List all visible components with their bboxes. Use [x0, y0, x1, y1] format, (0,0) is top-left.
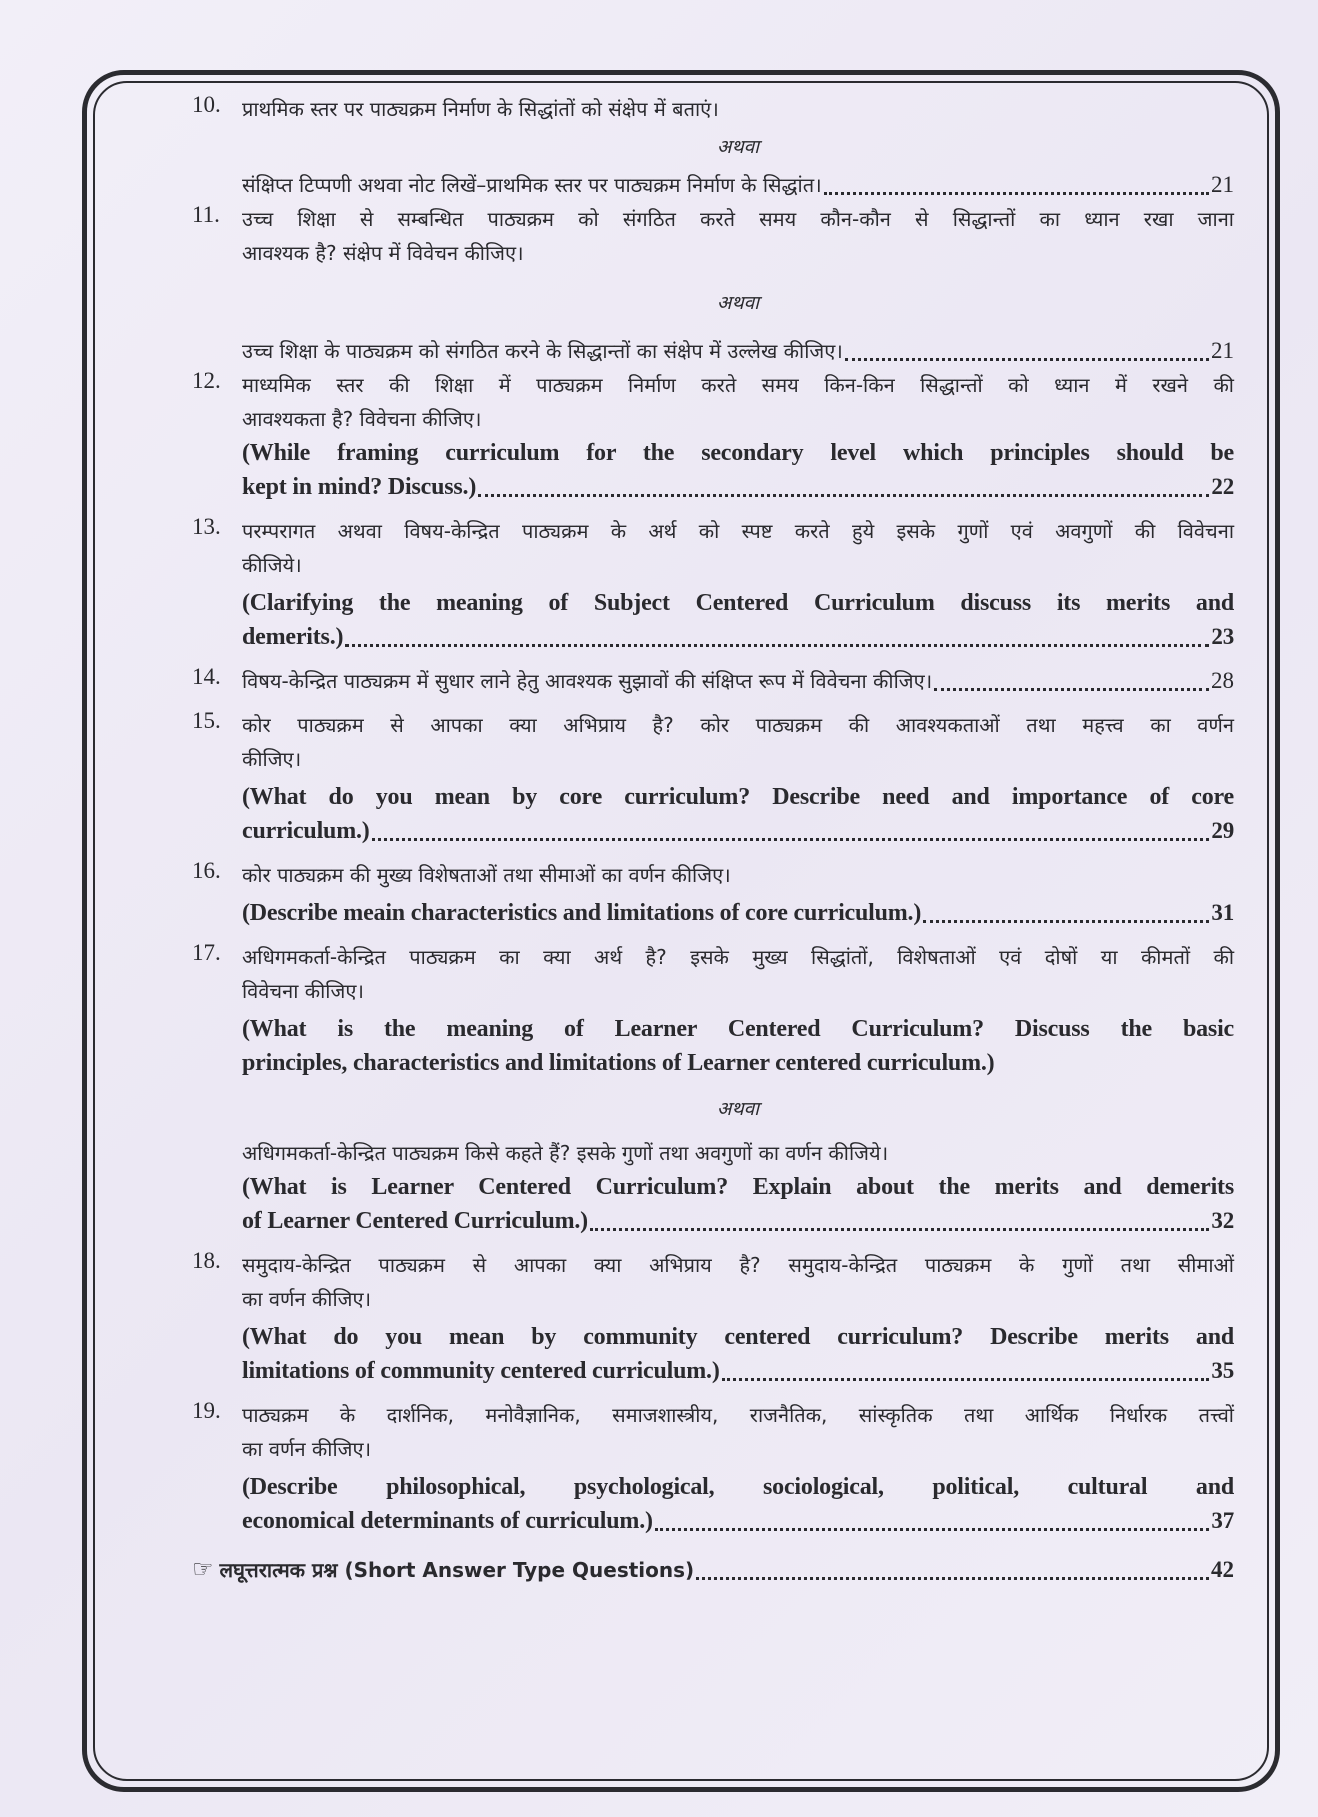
- table-of-contents: [192, 92, 1234, 1587]
- toc-question-12: [192, 368, 1234, 504]
- question-number: 14.: [192, 664, 221, 689]
- alternative-label: अथवा: [716, 136, 760, 158]
- question-number: 19.: [192, 1398, 221, 1423]
- page-number[interactable]: 21: [1211, 172, 1234, 197]
- page-number[interactable]: 21: [1211, 338, 1234, 363]
- toc-entry-line: [242, 620, 1234, 654]
- question-hindi-line: कोर पाठ्यक्रम की मुख्य विशेषताओं तथा सीमाओं का वर्णन कीजिए।: [242, 863, 731, 887]
- question-hindi-line: कीजिये।: [242, 553, 302, 577]
- question-hindi-line: परम्परागत अथवा विषय-केन्द्रित पाठ्यक्रम के अर्थ को स्पष्ट करते हुये इसके गुणों एवं अवगुणों की विवेचना: [242, 519, 1234, 543]
- question-english-line: (Describe meain characteristics and limitations of core curriculum.): [242, 900, 922, 926]
- alt-question-english-line: of Learner Centered Curriculum.): [242, 1208, 588, 1234]
- question-english-line: (What do you mean by core curriculum? Describe need and importance of core: [242, 784, 1234, 810]
- toc-question-16: [192, 858, 1234, 930]
- question-english-line: (Clarifying the meaning of Subject Centered Curriculum discuss its merits and: [242, 590, 1234, 616]
- page-number[interactable]: 22: [1211, 474, 1234, 499]
- question-hindi-line: अधिगमकर्ता-केन्द्रित पाठ्यक्रम का क्या अर्थ है? इसके मुख्य सिद्धांतों, विशेषताओं एवं दोषों या कीमतों की: [242, 945, 1234, 969]
- question-number: 15.: [192, 708, 221, 733]
- page-number[interactable]: 42: [1211, 1557, 1234, 1582]
- toc-entry-line: [242, 814, 1234, 848]
- question-english-line: limitations of community centered curriculum.): [242, 1358, 720, 1384]
- question-english-line: economical determinants of curriculum.): [242, 1508, 653, 1534]
- question-hindi-line: पाठ्यक्रम के दार्शनिक, मनोवैज्ञानिक, समाजशास्त्रीय, राजनैतिक, सांस्कृतिक तथा आर्थिक निर्धारक तत्त्वों: [242, 1403, 1234, 1427]
- question-hindi-line: विषय-केन्द्रित पाठ्यक्रम में सुधार लाने हेतु आवश्यक सुझावों की संक्षिप्त रूप में विवेचना कीजिए।: [242, 669, 933, 693]
- dot-leader: [372, 838, 1210, 841]
- page-number[interactable]: 32: [1211, 1208, 1234, 1233]
- alt-question-english-line: (What is Learner Centered Curriculum? Explain about the merits and demerits: [242, 1174, 1234, 1200]
- short-answer-label: लघूत्तरात्मक प्रश्न (Short Answer Type Questions): [219, 1558, 695, 1582]
- toc-entry-line: [242, 168, 1234, 202]
- toc-question-18: [192, 1248, 1234, 1388]
- toc-entry-line: [242, 470, 1234, 504]
- question-english-line: (What do you mean by community centered curriculum? Describe merits and: [242, 1324, 1234, 1350]
- question-hindi-line: उच्च शिक्षा से सम्बन्धित पाठ्यक्रम को संगठित करते समय कौन-कौन से सिद्धान्तों का ध्यान रखा जाना: [242, 207, 1234, 231]
- toc-question-17: [192, 940, 1234, 1238]
- question-number: 12.: [192, 368, 221, 393]
- dot-leader: [345, 644, 1209, 647]
- dot-leader: [824, 192, 1209, 195]
- page-number[interactable]: 28: [1211, 668, 1234, 693]
- toc-question-15: [192, 708, 1234, 848]
- dot-leader: [722, 1378, 1210, 1381]
- question-english-line: (What is the meaning of Learner Centered Curriculum? Discuss the basic: [242, 1016, 1234, 1042]
- dot-leader: [696, 1577, 1209, 1580]
- page-number[interactable]: 31: [1211, 900, 1234, 925]
- question-hindi-line: माध्यमिक स्तर की शिक्षा में पाठ्यक्रम निर्माण करते समय किन-किन सिद्धान्तों को ध्यान में रखने की: [242, 373, 1234, 397]
- alt-question-hindi-line: संक्षिप्त टिप्पणी अथवा नोट लिखें–प्राथमिक स्तर पर पाठ्यक्रम निर्माण के सिद्धांत।: [242, 173, 822, 197]
- toc-entry-line: [242, 1204, 1234, 1238]
- question-hindi-line: प्राथमिक स्तर पर पाठ्यक्रम निर्माण के सिद्धांतों को संक्षेप में बताएं।: [242, 97, 719, 121]
- page-number[interactable]: 23: [1211, 624, 1234, 649]
- question-number: 11.: [192, 202, 220, 227]
- dot-leader: [590, 1228, 1209, 1231]
- question-english-line: kept in mind? Discuss.): [242, 474, 477, 500]
- dot-leader: [478, 494, 1209, 497]
- dot-leader: [934, 688, 1209, 691]
- toc-short-answer-section: [192, 1552, 1234, 1587]
- toc-question-10: [192, 92, 1234, 202]
- toc-entry-line: [242, 334, 1234, 368]
- question-english-line: (Describe philosophical, psychological, sociological, political, cultural and: [242, 1474, 1234, 1500]
- question-hindi-line: कोर पाठ्यक्रम से आपका क्या अभिप्राय है? कोर पाठ्यक्रम की आवश्यकताओं तथा महत्त्व का वर्णन: [242, 713, 1234, 737]
- page-number[interactable]: 35: [1211, 1358, 1234, 1383]
- question-hindi-line: का वर्णन कीजिए।: [242, 1437, 372, 1461]
- question-number: 18.: [192, 1248, 221, 1273]
- question-hindi-line: समुदाय-केन्द्रित पाठ्यक्रम से आपका क्या अभिप्राय है? समुदाय-केन्द्रित पाठ्यक्रम के गुणों तथा सीमाओं: [242, 1253, 1234, 1277]
- alt-question-hindi-line: उच्च शिक्षा के पाठ्यक्रम को संगठित करने के सिद्धान्तों का संक्षेप में उल्लेख कीजिए।: [242, 339, 843, 363]
- question-english-line: demerits.): [242, 624, 344, 650]
- page-number[interactable]: 37: [1211, 1508, 1234, 1533]
- question-hindi-line: आवश्यकता है? विवेचना कीजिए।: [242, 407, 482, 431]
- question-hindi-line: आवश्यक है? संक्षेप में विवेचन कीजिए।: [242, 241, 524, 265]
- question-number: 16.: [192, 858, 221, 883]
- alternative-label: अथवा: [716, 292, 760, 314]
- question-number: 10.: [192, 92, 221, 117]
- question-english-line: principles, characteristics and limitations of Learner centered curriculum.): [242, 1050, 995, 1076]
- alternative-label: अथवा: [716, 1098, 760, 1120]
- question-number: 17.: [192, 940, 221, 965]
- question-hindi-line: का वर्णन कीजिए।: [242, 1287, 372, 1311]
- toc-entry-line: [242, 896, 1234, 930]
- toc-entry-line: [242, 664, 1234, 698]
- toc-entry-line: [242, 1504, 1234, 1538]
- question-hindi-line: कीजिए।: [242, 747, 302, 771]
- dot-leader: [655, 1528, 1210, 1531]
- page-number[interactable]: 29: [1211, 818, 1234, 843]
- question-number: 13.: [192, 514, 221, 539]
- toc-question-13: [192, 514, 1234, 654]
- dot-leader: [923, 920, 1209, 923]
- toc-question-11: [192, 202, 1234, 368]
- toc-question-14: [192, 664, 1234, 698]
- question-english-line: (While framing curriculum for the secondary level which principles should be: [242, 440, 1234, 466]
- pointing-hand-icon: ☞: [192, 1555, 214, 1583]
- question-english-line: curriculum.): [242, 818, 370, 844]
- toc-entry-line: [242, 1354, 1234, 1388]
- toc-question-19: [192, 1398, 1234, 1538]
- question-hindi-line: विवेचना कीजिए।: [242, 979, 364, 1003]
- alt-question-hindi-line: अधिगमकर्ता-केन्द्रित पाठ्यक्रम किसे कहते हैं? इसके गुणों तथा अवगुणों का वर्णन कीजिये।: [242, 1141, 889, 1165]
- dot-leader: [845, 358, 1209, 361]
